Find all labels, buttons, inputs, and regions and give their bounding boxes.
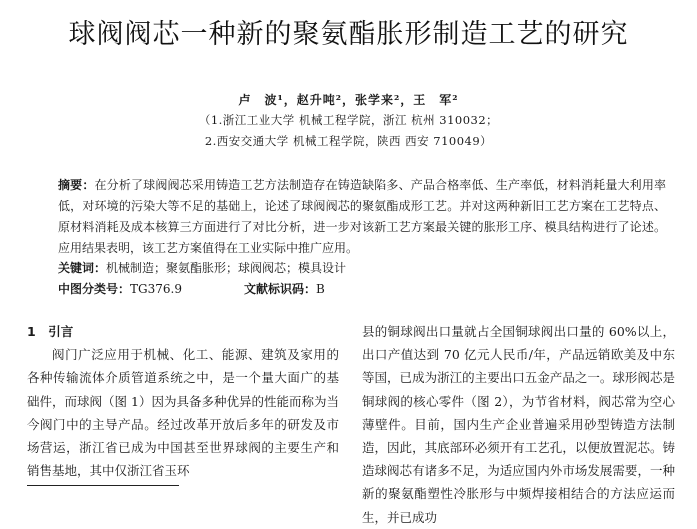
keywords-line xyxy=(58,259,346,276)
document-code-value: B xyxy=(316,282,325,296)
introduction-paragraph-left: 阀门广泛应用于机械、化工、能源、建筑及家用的各种传输流体介质管道系统之中，是一个量大面广的基础件，而球阀（图 1）因为具备多种优异的性能而称为当今阀门中的主导产品。经过改革开放后多年的研发及市场营运，浙江省已成为中国甚至世界球阀的主要生产和销售基地，其中仅浙江省玉环 xyxy=(27,347,339,479)
document-code-line xyxy=(244,280,325,297)
affiliation-line-1: （1.浙江工业大学 机械工程学院，浙江 杭州 310032； xyxy=(198,113,499,127)
keywords-text: 机械制造；聚氨酯胀形；球阀阀芯；模具设计 xyxy=(106,261,347,275)
paper-title: 球阀阀芯一种新的聚氨酯胀形制造工艺的研究 xyxy=(68,19,629,50)
clc-label: 中图分类号： xyxy=(58,282,131,296)
footnote-divider xyxy=(27,485,179,486)
abstract-text: 在分析了球阀阀芯采用铸造工艺方法制造存在铸造缺陷多、产品合格率低、生产率低，材料消耗量大利用率低，对环境的污染大等不足的基础上，论述了球阀阀芯的聚氨酯成形工艺。并对这两种新旧工艺方案在工艺特点、原材料消耗及成本核算三方面进行了对比分析，进一步对该新工艺方案最关键的胀形工序、模具结构进行了论述。应用结果表明，该工艺方案值得在工业实际中推广应用。 xyxy=(58,178,666,255)
keywords-label: 关键词： xyxy=(58,261,107,275)
left-column xyxy=(27,320,339,482)
section-heading-introduction: 1 引言 xyxy=(27,324,74,339)
affiliation-line-2: 2.西安交通大学 机械工程学院，陕西 西安 710049） xyxy=(204,134,493,148)
abstract-block xyxy=(58,175,666,259)
document-code-label: 文献标识码： xyxy=(244,282,317,296)
abstract-label: 摘要： xyxy=(58,178,95,192)
clc-number-line xyxy=(58,280,182,297)
author-list: 卢 波¹，赵升吨²，张学来²，王 军² xyxy=(238,93,459,107)
introduction-paragraph-right: 县的铜球阀出口量就占全国铜球阀出口量的 60%以上，出口产值达到 70 亿元人民币/年，产品远销欧美及中东等国，已成为浙江的主要出口五金产品之一。球形阀芯是铜球阀的核心零件（图 2），为节省材料，阀芯常为空心薄壁件。目前，国内生产企业普遍采用砂型铸造方法制造，因此，其底部环必须开有工艺孔，以便放置泥芯。铸造球阀芯有诸多不足，为适应国内外市场发展需要，一种新的聚氨酯塑性冷胀形与中频焊接相结合的方法应运而生，并已成功 xyxy=(362,324,675,525)
clc-value: TG376.9 xyxy=(130,282,182,296)
right-column xyxy=(362,320,675,529)
